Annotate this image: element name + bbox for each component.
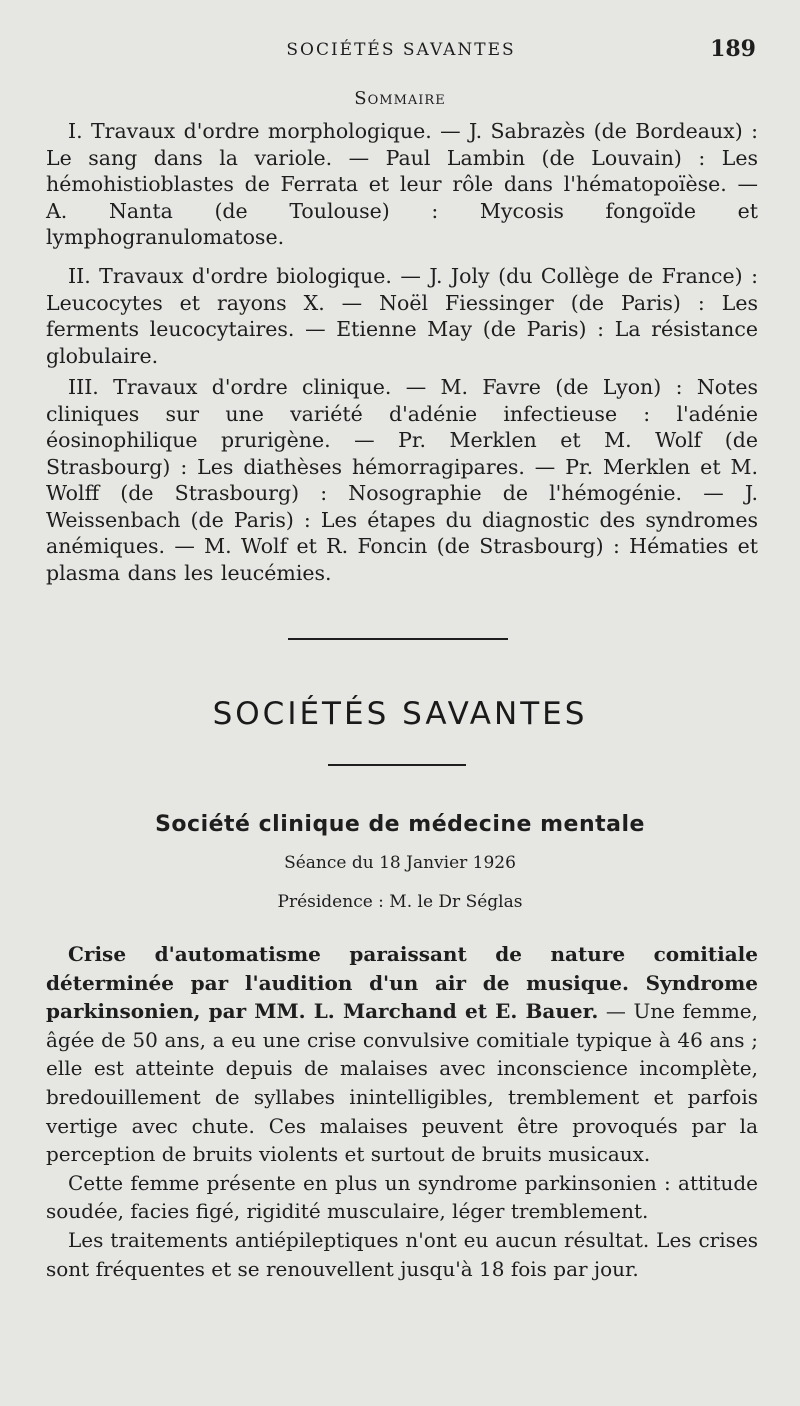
section-title: SOCIÉTÉS SAVANTES [212,696,588,732]
sommaire-section-text: — M. Favre (de Lyon) : Notes cliniques sur une variété d'adénie infectieuse : l'adénie éosinophilique prurigène. — Pr. Merklen et M. Wolf (de Strasbourg) : Les diathèses hémorragipares. — Pr. Merklen et M. Wolff (de Strasbourg) : Nosographie de l'hémogénie. — J. Weissenbach (de Paris) : Les étapes du diagnostic des syndromes anémiques. — M. Wolf et R. Foncin (de Strasbourg) : Hématies et plasma dans les leucémies. [46,375,758,585]
article-body [46,940,758,1283]
society-title: Société clinique de médecine mentale [155,812,645,837]
sommaire-section-3 [46,374,758,586]
article-paragraph-3: Les traitements antiépileptiques n'ont eu aucun résultat. Les crises sont fréquentes et se renouvellent jusqu'à 18 fois par jour. [46,1227,758,1281]
article-paragraph-1 [46,940,758,1169]
separator-rule [328,764,466,766]
running-title: SOCIÉTÉS SAVANTES [286,40,516,60]
sommaire-section-heading: I. Travaux d'ordre morphologique. [68,119,432,143]
article-paragraph-2: Cette femme présente en plus un syndrome parkinsonien : attitude soudée, facies figé, rigidité musculaire, léger tremblement. [46,1170,758,1224]
article-text: — Une femme, âgée de 50 ans, a eu une crise convulsive comitiale typique à 46 ans ; elle est atteinte depuis de malaises avec inconscience incomplète, bredouillement de syllabes inintelligibles, tremblement et parfois vertige avec chute. Ces malaises peuvent être provoqués par la perception de bruits violents et surtout de bruits musicaux. [46,999,758,1167]
sommaire-section-heading: II. Travaux d'ordre biologique. [68,264,392,288]
sommaire-title: Sommaire [354,88,446,109]
page-number: 189 [710,36,756,62]
seance-date: Séance du 18 Janvier 1926 [284,853,516,873]
sommaire-section-2 [46,263,758,369]
sommaire-section-1 [46,118,758,251]
sommaire-section-text: — J. Sabrazès (de Bordeaux) : Le sang dans la variole. — Paul Lambin (de Louvain) : Les hémohistioblastes de Ferrata et leur rôle dans l'hématopoïèse. — A. Nanta (de Toulouse) : Mycosis fongoïde et lymphogranulomatose. [46,119,758,249]
presidence: Présidence : M. le Dr Séglas [277,892,523,912]
separator-rule [288,638,508,640]
running-head [46,36,756,68]
sommaire-section-heading: III. Travaux d'ordre clinique. [68,375,392,399]
article-authors: par MM. L. Marchand et E. Bauer. [200,999,599,1024]
article-title: Crise d'automatisme paraissant de nature comitiale déterminée par l'audition d'un air de musique. Syndrome parkinsonien, [46,942,758,1024]
sommaire-section-text: — J. Joly (du Collège de France) : Leucocytes et rayons X. — Noël Fiessinger (de Paris) : Les ferments leucocytaires. — Etienne May (de Paris) : La résistance globulaire. [46,264,758,368]
